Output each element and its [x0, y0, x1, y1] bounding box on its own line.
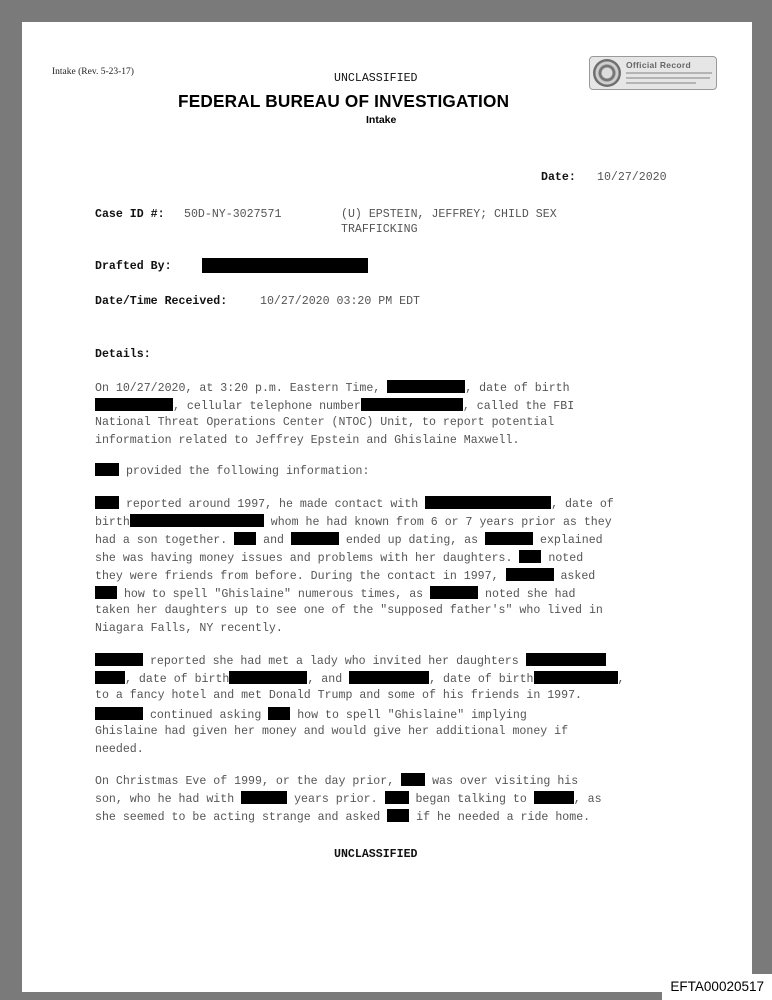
body-text: , and: [307, 673, 350, 686]
redaction-block: [506, 568, 554, 581]
body-text: they were friends from before. During the contact in 1997,: [95, 570, 506, 583]
body-line: [95, 707, 527, 722]
body-line: [95, 416, 554, 429]
body-text: and: [256, 534, 291, 547]
body-line: [95, 604, 603, 617]
redaction-block: [425, 496, 551, 509]
case-id-label: Case ID #:: [95, 208, 165, 221]
body-line: [95, 809, 590, 824]
body-line: [95, 622, 283, 635]
body-text: On 10/27/2020, at 3:20 p.m. Eastern Time,: [95, 382, 388, 395]
redaction-block: [387, 809, 409, 822]
body-text: Niagara Falls, NY recently.: [95, 622, 283, 635]
redaction-block: [361, 398, 463, 411]
redaction-block: [95, 653, 143, 666]
form-revision: Intake (Rev. 5-23-17): [52, 67, 134, 77]
badge-title: Official Record: [626, 60, 691, 70]
body-line: [95, 653, 606, 668]
body-text: , date of: [551, 498, 614, 511]
body-line: [95, 743, 144, 756]
body-text: ,: [617, 673, 625, 686]
body-text: noted she had: [478, 588, 576, 601]
body-text: information related to Jeffrey Epstein and Ghislaine Maxwell.: [95, 434, 520, 447]
drafted-by-redaction: [202, 258, 368, 273]
redaction-block: [234, 532, 256, 545]
body-text: , as: [573, 793, 602, 806]
body-line: [95, 568, 595, 583]
badge-fine-print: [626, 72, 712, 87]
redaction-block: [485, 532, 533, 545]
redaction-block: [95, 671, 125, 684]
body-text: , date of birth: [429, 673, 534, 686]
body-text: On Christmas Eve of 1999, or the day prior,: [95, 775, 402, 788]
body-text: noted: [541, 552, 584, 565]
date-value: 10/27/2020: [597, 171, 667, 184]
details-label: Details:: [95, 348, 151, 361]
redaction-block: [95, 707, 143, 720]
body-line: [95, 791, 602, 806]
body-text: provided the following information:: [119, 465, 370, 478]
body-line: [95, 380, 570, 395]
body-text: , cellular telephone number: [173, 400, 361, 413]
case-title-line-2: TRAFFICKING: [341, 223, 418, 236]
body-text: Ghislaine had given her money and would give her additional money if: [95, 725, 569, 738]
redaction-block: [95, 586, 117, 599]
body-text: was over visiting his: [425, 775, 579, 788]
body-line: [95, 496, 614, 511]
received-label: Date/Time Received:: [95, 295, 228, 308]
classification-bottom: UNCLASSIFIED: [334, 848, 418, 861]
body-text: she was having money issues and problems with her daughters.: [95, 552, 520, 565]
redaction-block: [401, 773, 425, 786]
body-text: , called the FBI: [462, 400, 575, 413]
body-text: how to spell "Ghislaine" numerous times, as: [117, 588, 431, 601]
body-line: [95, 434, 519, 447]
body-text: explained: [533, 534, 603, 547]
drafted-by-label: Drafted By:: [95, 260, 172, 273]
redaction-block: [534, 791, 574, 804]
document-page: [22, 22, 752, 992]
body-line: [95, 514, 612, 529]
body-text: , date of birth: [465, 382, 570, 395]
body-line: [95, 773, 578, 788]
document-id: EFTA00020517: [662, 974, 772, 1000]
body-text: continued asking: [143, 709, 269, 722]
redaction-block: [130, 514, 264, 527]
body-text: if he needed a ride home.: [409, 811, 591, 824]
body-line: [95, 689, 582, 702]
redaction-block: [268, 707, 290, 720]
body-line: [95, 550, 583, 565]
body-text: how to spell "Ghislaine" implying: [290, 709, 527, 722]
body-line: [95, 725, 568, 738]
redaction-block: [241, 791, 287, 804]
classification-top: UNCLASSIFIED: [334, 72, 418, 85]
body-line: [95, 671, 624, 686]
body-text: needed.: [95, 743, 144, 756]
body-text: began talking to: [408, 793, 534, 806]
body-text: asked: [553, 570, 596, 583]
body-text: had a son together.: [95, 534, 235, 547]
redaction-block: [349, 671, 429, 684]
form-type: Intake: [366, 114, 397, 126]
redaction-block: [387, 380, 465, 393]
case-title-line-1: (U) EPSTEIN, JEFFREY; CHILD SEX: [341, 208, 557, 221]
body-line: [95, 586, 576, 601]
date-label: Date:: [541, 171, 576, 184]
body-text: National Threat Operations Center (NTOC) Unit, to report potential: [95, 416, 555, 429]
case-id-value: 50D-NY-3027571: [184, 208, 282, 221]
agency-title: FEDERAL BUREAU OF INVESTIGATION: [178, 91, 510, 111]
body-text: whom he had known from 6 or 7 years prior as they: [263, 516, 612, 529]
redaction-block: [291, 532, 339, 545]
redaction-block: [430, 586, 478, 599]
body-text: she seemed to be acting strange and asked: [95, 811, 388, 824]
body-line: [95, 532, 603, 547]
redaction-block: [95, 496, 119, 509]
received-value: 10/27/2020 03:20 PM EDT: [260, 295, 421, 308]
fbi-seal-icon: [593, 59, 621, 87]
redaction-block: [95, 463, 119, 476]
body-text: ended up dating, as: [338, 534, 486, 547]
body-text: birth: [95, 516, 130, 529]
body-text: years prior.: [287, 793, 385, 806]
redaction-block: [534, 671, 618, 684]
body-text: reported around 1997, he made contact with: [119, 498, 426, 511]
redaction-block: [229, 671, 307, 684]
body-text: , date of birth: [125, 673, 230, 686]
redaction-block: [95, 398, 173, 411]
body-line: [95, 398, 574, 413]
official-record-badge: [589, 56, 717, 90]
body-text: son, who he had with: [95, 793, 242, 806]
body-text: taken her daughters up to see one of the "supposed father's" who lived in: [95, 604, 603, 617]
redaction-block: [385, 791, 409, 804]
body-text: to a fancy hotel and met Donald Trump and some of his friends in 1997.: [95, 689, 583, 702]
body-line: [95, 463, 369, 478]
redaction-block: [526, 653, 606, 666]
body-text: reported she had met a lady who invited her daughters: [143, 655, 526, 668]
redaction-block: [519, 550, 541, 563]
